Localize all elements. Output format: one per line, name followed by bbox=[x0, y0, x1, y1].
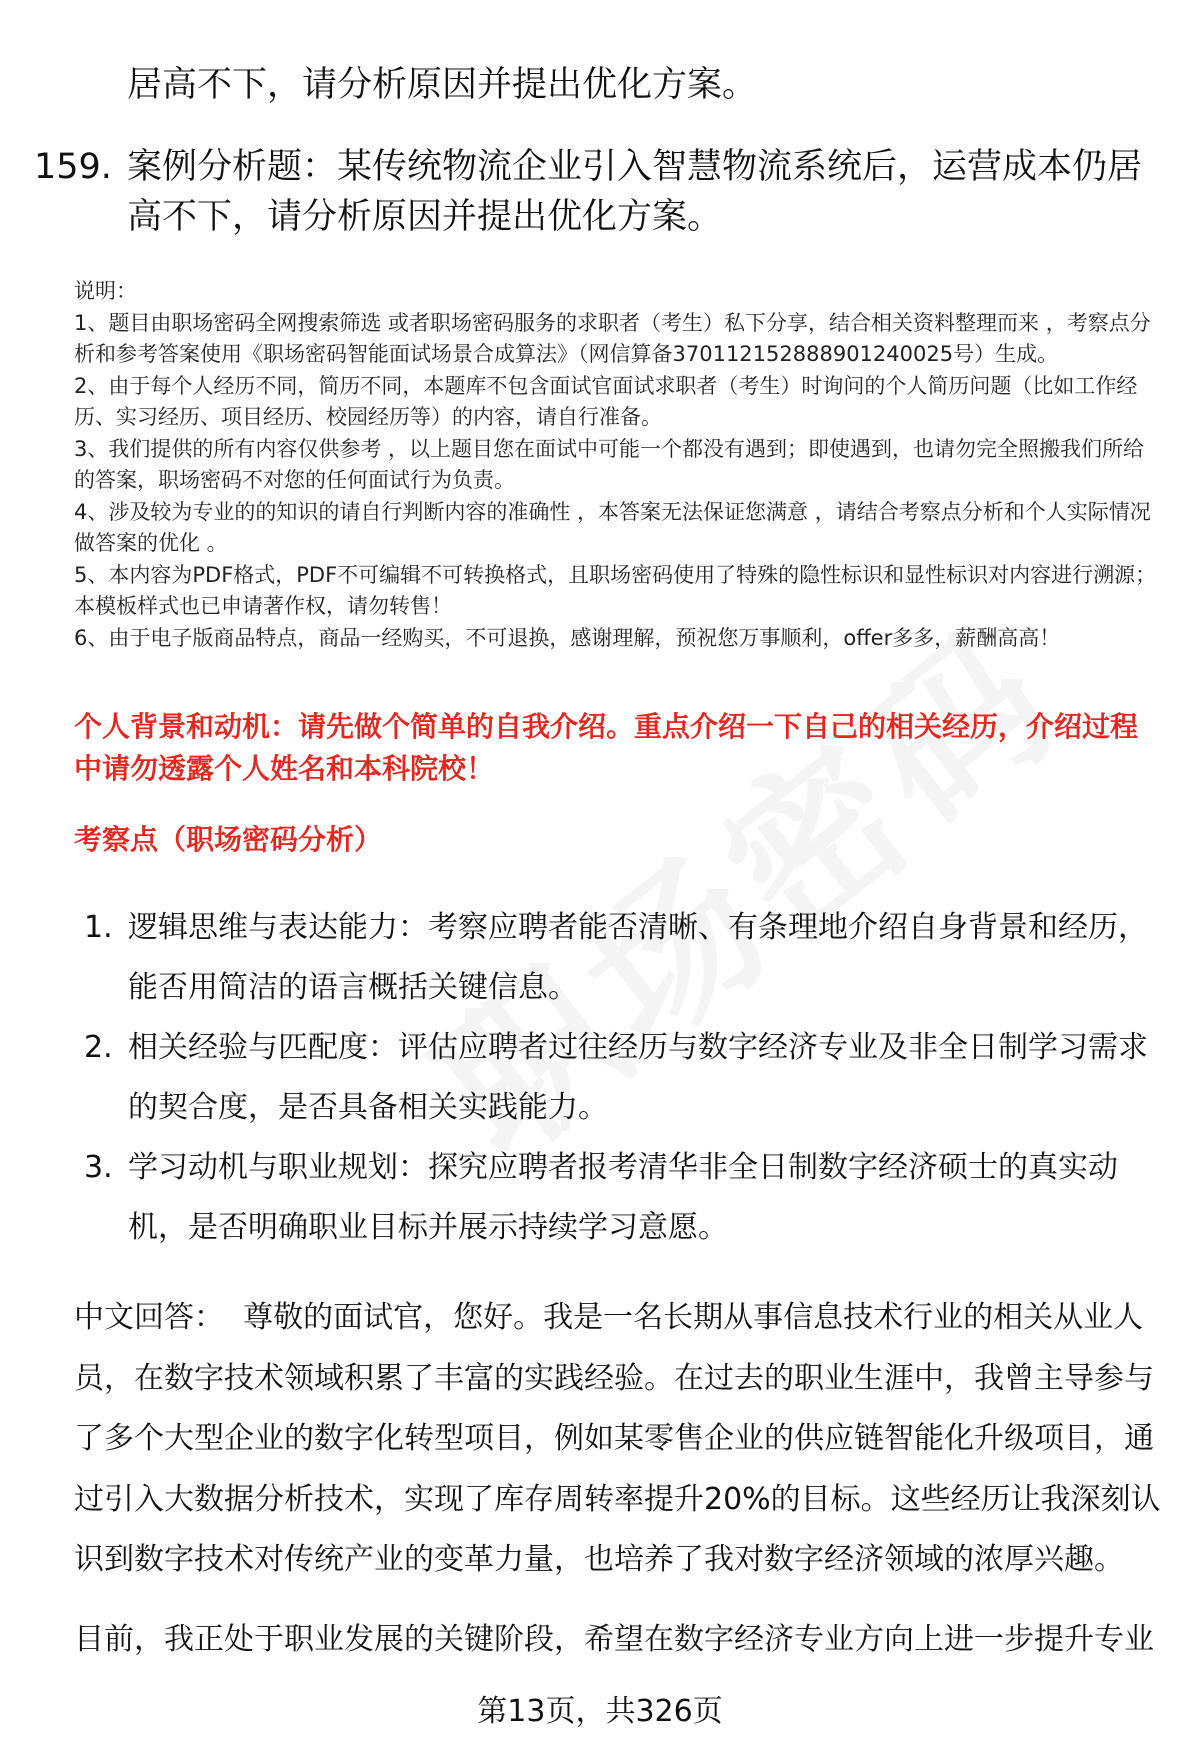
exam-point-item bbox=[84, 898, 1164, 1018]
note-item: 4、涉及较为专业的的知识的请自行判断内容的准确性 ，本答案无法保证您满意 ，请结合考察点分析和个人实际情况做答案的优化 。 bbox=[74, 499, 1151, 555]
section-heading: 个人背景和动机：请先做个简单的自我介绍。重点介绍一下自己的相关经历，介绍过程中请勿透露个人姓名和本科院校！ bbox=[74, 710, 1139, 785]
answer-paragraph-2: 目前，我正处于职业发展的关键阶段，希望在数字经济专业方向上进一步提升专业 bbox=[74, 1622, 1154, 1657]
exam-point-number: 3. bbox=[84, 1150, 113, 1185]
note-item: 3、我们提供的所有内容仅供参考 ，以上题目您在面试中可能一个都没有遇到；即使遇到，也请勿完全照搬我们所给的答案，职场密码不对您的任何面试行为负责。 bbox=[74, 436, 1145, 492]
question-text: 案例分析题：某传统物流企业引入智慧物流系统后，运营成本仍居高不下，请分析原因并提出优化方案。 bbox=[127, 147, 1143, 237]
exam-point-item bbox=[84, 1138, 1164, 1258]
exam-point-item bbox=[84, 1018, 1164, 1138]
note-item: 6、由于电子版商品特点，商品一经购买，不可退换，感谢理解，预祝您万事顺利，offer多多，薪酬高高！ bbox=[74, 625, 1061, 650]
exam-point-text: 相关经验与匹配度：评估应聘者过往经历与数字经济专业及非全日制学习需求的契合度，是否具备相关实践能力。 bbox=[128, 1030, 1148, 1125]
exam-points-title: 考察点（职场密码分析） bbox=[74, 823, 383, 856]
note-item: 2、由于每个人经历不同，简历不同，本题库不包含面试官面试求职者（考生）时询问的个人简历问题（比如工作经历、实习经历、项目经历、校园经历等）的内容，请自行准备。 bbox=[74, 373, 1138, 429]
question-prev-continuation: 居高不下，请分析原因并提出优化方案。 bbox=[127, 65, 758, 105]
exam-point-text: 逻辑思维与表达能力：考察应聘者能否清晰、有条理地介绍自身背景和经历，能否用简洁的语言概括关键信息。 bbox=[128, 910, 1148, 1005]
question-number: 159. bbox=[34, 147, 112, 187]
answer-text: 尊敬的面试官，您好。我是一名长期从事信息技术行业的相关从业人员，在数字技术领域积累了丰富的实践经验。在过去的职业生涯中，我曾主导参与了多个大型企业的数字化转型项目，例如某零售企业的供应链智能化升级项目，通过引入大数据分析技术，实现了库存周转率提升20%的目标。这些经历让我深刻认识到数字技术对传统产业的变革力量，也培养了我对数字经济领域的浓厚兴趣。 bbox=[74, 1300, 1161, 1577]
notes-title: 说明： bbox=[74, 279, 137, 303]
exam-points-list bbox=[84, 898, 1164, 1258]
exam-point-text: 学习动机与职业规划：探究应聘者报考清华非全日制数字经济硕士的真实动机，是否明确职业目标并展示持续学习意愿。 bbox=[128, 1150, 1118, 1245]
note-item: 5、本内容为PDF格式，PDF不可编辑不可转换格式，且职场密码使用了特殊的隐性标识和显性标识对内容进行溯源；本模板样式也已申请著作权，请勿转售！ bbox=[74, 562, 1157, 618]
answer-paragraph-1 bbox=[74, 1288, 1164, 1591]
note-item: 1、题目由职场密码全网搜索筛选 或者职场密码服务的求职者（考生）私下分享，结合相关资料整理而来 ，考察点分析和参考答案使用《职场密码智能面试场景合成算法》（网信算备370112152888901240025号）生成。 bbox=[74, 310, 1151, 366]
exam-point-number: 1. bbox=[84, 910, 113, 945]
answer-label: 中文回答： bbox=[74, 1300, 224, 1335]
exam-point-number: 2. bbox=[84, 1030, 113, 1065]
notes-block bbox=[74, 276, 1164, 654]
page-footer: 第13页，共326页 bbox=[477, 1694, 723, 1729]
